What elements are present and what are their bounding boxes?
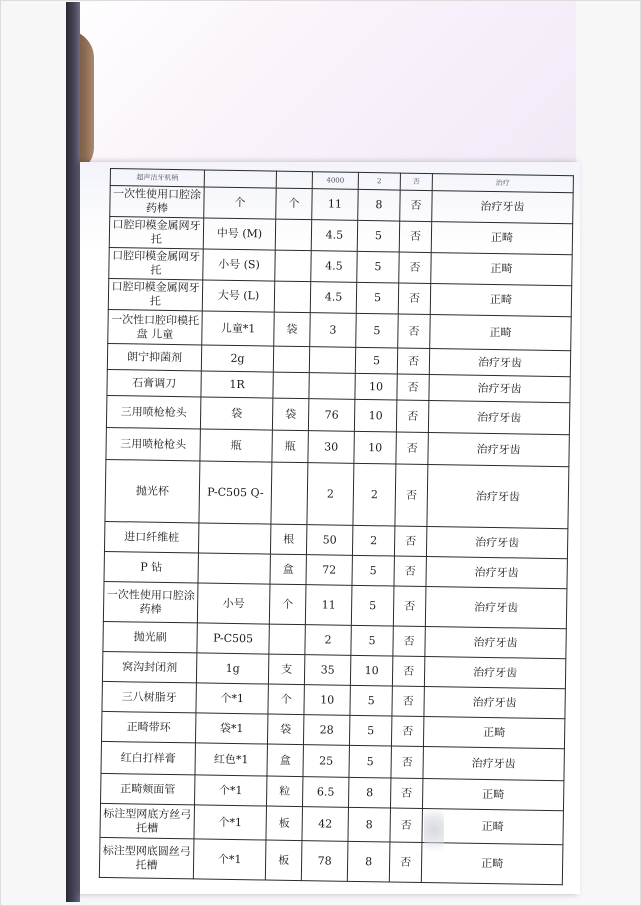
cell-price: 11 — [305, 585, 352, 626]
cell-name: 窝沟封闭剂 — [102, 651, 196, 682]
cell-price: 6.5 — [302, 777, 348, 808]
cell-price: 4.5 — [311, 251, 357, 283]
cell-unit: 根 — [270, 524, 306, 555]
cell-use: 治疗牙齿 — [428, 433, 569, 467]
cell-unit: 粒 — [266, 776, 302, 807]
cell-name: 进口纤维桩 — [104, 521, 198, 552]
cell-flag: 否 — [390, 808, 423, 842]
cell-name: 抛光杯 — [105, 459, 200, 522]
cell-price: 2 — [307, 463, 354, 526]
cell-spec: 小号 — [197, 583, 270, 624]
cell-use: 治疗牙齿 — [429, 375, 570, 403]
cell-flag: 否 — [389, 842, 422, 882]
cell-name: 口腔印模金属网牙托 — [109, 217, 203, 249]
cell-spec: 中号 (M) — [203, 218, 275, 250]
cell-name: 正畸带环 — [101, 711, 195, 742]
cell-unit: 盒 — [267, 744, 303, 777]
cell-flag: 否 — [399, 252, 431, 283]
cell-spec: 1g — [196, 653, 268, 684]
cell-use: 治疗牙齿 — [432, 191, 573, 224]
cell-use: 正畸 — [422, 808, 564, 844]
cell-name: P 钻 — [104, 551, 198, 582]
cell-use: 正畸 — [431, 253, 572, 286]
cell-name: 抛光刷 — [103, 621, 197, 652]
cell-spec: 大号 (L) — [202, 280, 274, 312]
cell-qty: 5 — [356, 313, 399, 348]
cell-spec: 个*1 — [195, 775, 267, 806]
cell-name: 标注型网底方丝弓托槽 — [100, 803, 195, 838]
cell-name: 朗宁抑菌剂 — [107, 343, 201, 370]
cell-flag: 否 — [397, 348, 429, 374]
cell-use: 治疗牙齿 — [426, 557, 567, 589]
cell-spec: 红色*1 — [195, 743, 267, 776]
cell-name: 标注型网底圆丝弓托槽 — [99, 837, 194, 878]
cell-use: 治疗牙齿 — [423, 746, 564, 780]
cell-use: 正畸 — [422, 778, 563, 810]
cell-unit: 板 — [265, 840, 302, 881]
cell-spec: 儿童*1 — [202, 311, 275, 346]
cell-qty: 2 — [352, 525, 394, 556]
cell-price: 25 — [303, 745, 349, 778]
cell-qty: 5 — [349, 715, 391, 746]
cell-use: 治疗牙齿 — [424, 687, 565, 719]
cell-use: 治疗牙齿 — [425, 627, 566, 659]
cell-spec: 个*1 — [194, 805, 267, 840]
cell-price: 50 — [306, 525, 352, 556]
cell-use: 治疗牙齿 — [428, 401, 569, 435]
header-cell: 否 — [400, 173, 432, 191]
cell-name: 石膏调刀 — [107, 369, 201, 396]
cell-price: 4.5 — [310, 282, 356, 314]
cell-qty: 2 — [353, 463, 396, 526]
cell-spec: P-C505 Q- — [199, 461, 272, 524]
cell-price: 4.5 — [311, 220, 357, 252]
cell-name: 红白打样膏 — [101, 741, 195, 774]
cell-unit: 个 — [276, 188, 312, 220]
cell-price: 30 — [308, 431, 354, 464]
cell-flag: 否 — [397, 374, 429, 400]
cell-qty: 5 — [355, 347, 397, 374]
cell-unit: 个 — [269, 584, 306, 625]
cell-flag: 否 — [398, 314, 431, 348]
cell-qty: 5 — [352, 555, 394, 586]
header-cell: 治疗 — [432, 174, 573, 193]
cell-flag: 否 — [394, 556, 426, 586]
cell-name: 一次性使用口腔涂药棒 — [110, 186, 204, 218]
cell-spec: 小号 (S) — [203, 249, 275, 281]
cell-flag: 否 — [400, 190, 432, 221]
cell-qty: 5 — [349, 745, 391, 778]
cell-price: 35 — [304, 655, 350, 686]
cell-name: 一次性使用口腔涂药棒 — [103, 581, 198, 622]
cell-flag: 否 — [393, 626, 425, 656]
cell-price: 28 — [303, 715, 349, 746]
cell-flag: 否 — [391, 716, 423, 746]
cell-spec: 个*1 — [193, 839, 266, 880]
cell-flag: 否 — [398, 283, 430, 314]
cell-spec: P-C505 — [197, 623, 269, 654]
cell-name: 一次性口腔印模托盘 儿童 — [108, 309, 203, 344]
header-cell: 4000 — [312, 172, 358, 190]
header-cell: 超声洁牙机柄 — [110, 169, 204, 187]
cell-name: 口腔印模金属网牙托 — [109, 247, 203, 279]
cell-use: 治疗牙齿 — [426, 527, 567, 559]
cell-price: 3 — [310, 313, 357, 348]
cell-spec: 袋 — [200, 397, 272, 430]
cell-qty: 10 — [355, 373, 397, 400]
cell-qty: 8 — [348, 807, 391, 842]
cell-name: 三用喷枪枪头 — [106, 395, 200, 428]
header-cell: 2 — [358, 172, 400, 190]
cell-use: 治疗牙齿 — [429, 349, 570, 377]
cell-flag: 否 — [394, 526, 426, 556]
cell-spec: 瓶 — [200, 429, 272, 462]
cell-flag: 否 — [396, 432, 428, 464]
cell-price: 72 — [306, 555, 352, 586]
cell-use: 正畸 — [430, 284, 571, 317]
cell-unit: 板 — [266, 806, 303, 841]
cell-flag: 否 — [396, 400, 428, 432]
cell-qty: 8 — [358, 189, 400, 221]
cell-flag: 否 — [393, 586, 426, 626]
cell-spec: 袋*1 — [195, 713, 267, 744]
cell-flag: 否 — [395, 464, 428, 526]
cell-qty: 10 — [354, 399, 396, 432]
cell-price: 76 — [308, 399, 354, 432]
cell-spec: 个 — [204, 187, 276, 219]
cell-use: 正畸 — [431, 222, 572, 255]
cell-use: 正畸 — [430, 315, 572, 351]
cell-use: 正畸 — [423, 716, 564, 748]
cell-name: 口腔印模金属网牙托 — [108, 278, 202, 310]
cell-use: 治疗牙齿 — [427, 465, 569, 529]
cell-price: 11 — [312, 189, 358, 221]
cell-price: 2 — [305, 625, 351, 656]
cell-qty: 5 — [357, 251, 399, 283]
cell-unit: 袋 — [274, 312, 311, 347]
cell-name: 三八树脂牙 — [102, 681, 196, 712]
cell-price: 10 — [304, 685, 350, 716]
cell-qty: 5 — [350, 685, 392, 716]
cell-flag: 否 — [390, 778, 422, 808]
cell-flag: 否 — [392, 656, 424, 686]
cell-qty: 5 — [351, 625, 393, 656]
cell-unit: 袋 — [272, 398, 308, 431]
cell-unit: 支 — [268, 654, 304, 685]
cell-qty: 8 — [347, 841, 390, 882]
cell-unit: 瓶 — [272, 430, 308, 463]
cell-qty: 5 — [356, 282, 398, 314]
cell-qty: 5 — [357, 220, 399, 252]
cell-unit: 个 — [268, 684, 304, 715]
cell-unit: 盒 — [270, 554, 306, 585]
cell-use: 治疗牙齿 — [425, 587, 567, 629]
cell-qty: 5 — [351, 585, 394, 626]
cell-name: 正畸颊面管 — [101, 773, 195, 804]
cell-qty: 8 — [348, 777, 390, 808]
cell-flag: 否 — [391, 746, 423, 778]
cell-qty: 10 — [354, 431, 396, 464]
cell-qty: 10 — [350, 655, 392, 686]
cell-spec: 1R — [201, 371, 273, 398]
cell-flag: 否 — [392, 686, 424, 716]
cell-spec: 2g — [201, 345, 273, 372]
cell-flag: 否 — [399, 221, 431, 252]
cell-price: 78 — [301, 841, 348, 882]
cell-name: 三用喷枪枪头 — [106, 427, 200, 460]
cell-use: 正畸 — [421, 842, 563, 884]
cell-price: 42 — [302, 807, 349, 842]
cell-unit: 袋 — [267, 714, 303, 745]
cell-use: 治疗牙齿 — [424, 657, 565, 689]
cell-spec: 个*1 — [196, 683, 268, 714]
